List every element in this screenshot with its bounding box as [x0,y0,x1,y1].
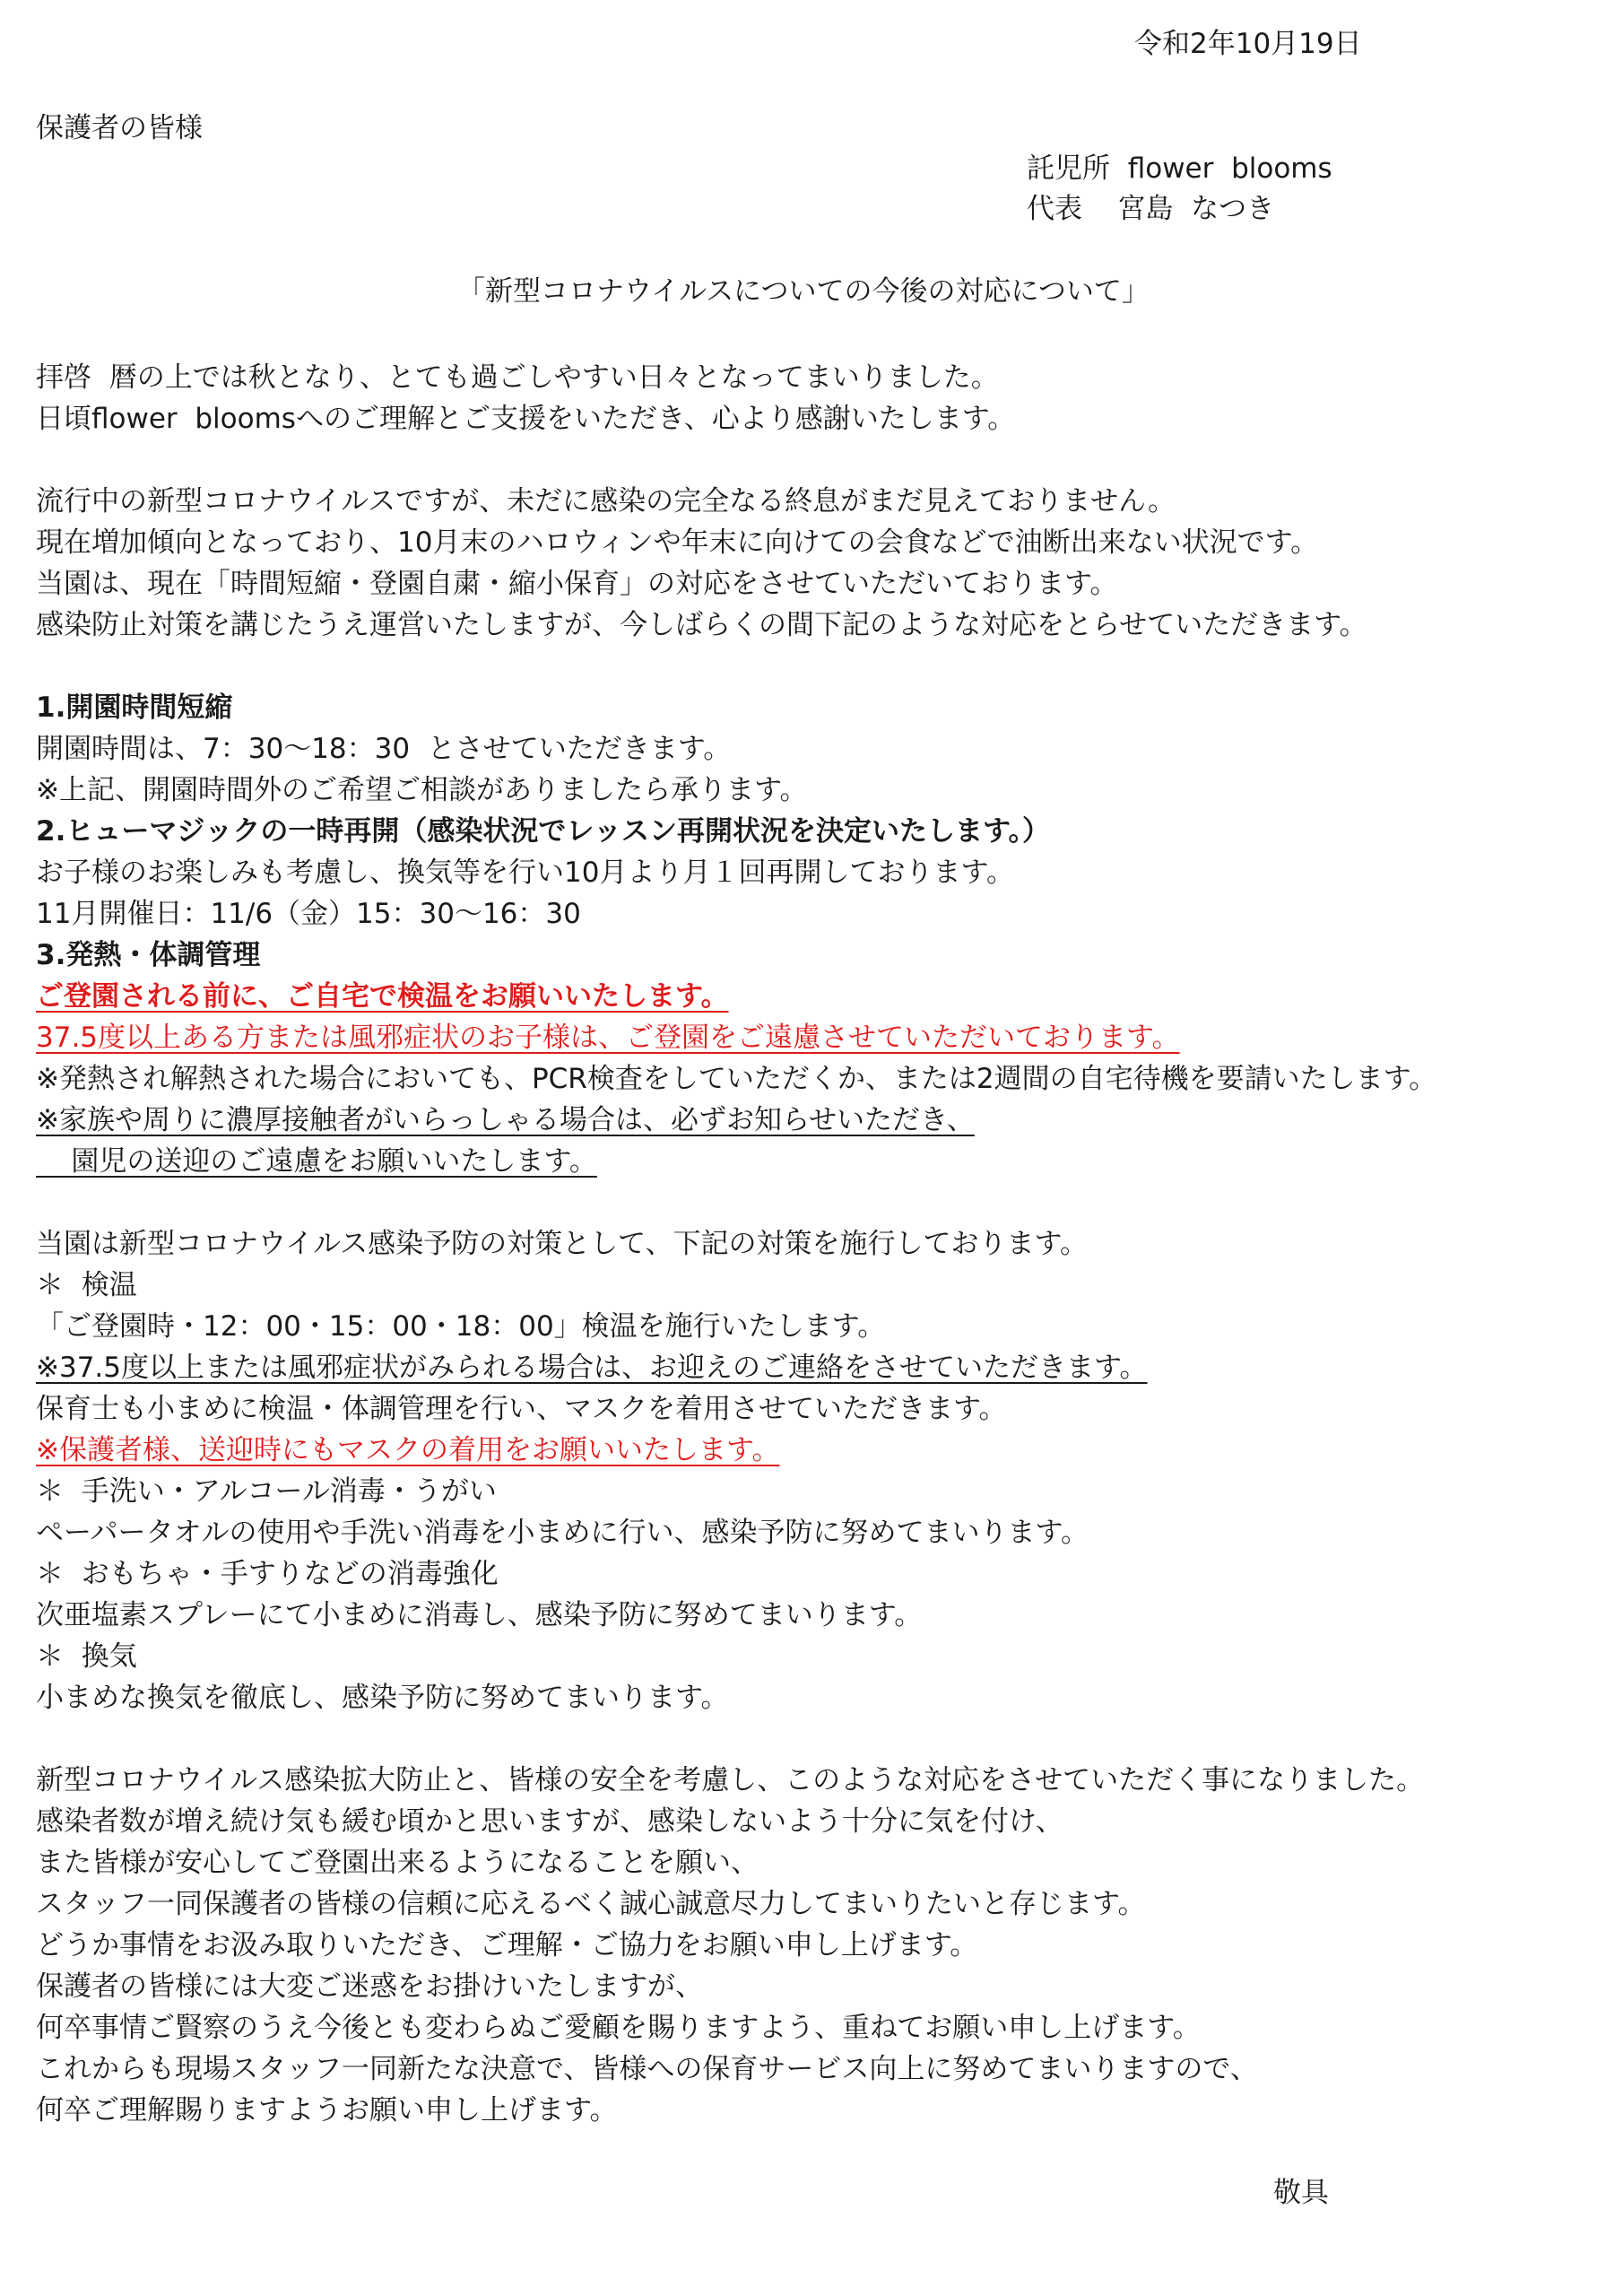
pcr-note: ※発熱され解熱された場合においても、PCR検査をしていただくか、または2週間の自宅待機を要請いたします。 [36,1063,1437,1095]
intro-line-4: 感染防止対策を講じたうえ運営いたしますが、今しばらくの間下記のような対応をとらせていただきます。 [36,609,1367,641]
fever-attendance-notice: 37.5度以上ある方または風邪症状のお子様は、ご登園をご遠慮させていただいております。 [36,1022,1180,1054]
sign-off: 敬具 [1273,2177,1329,2209]
greeting-line-1: 拝啓 暦の上では秋となり、とても過ごしやすい日々となってまいりました。 [36,361,999,394]
temperature-check-request: ご登園される前に、ご自宅で検温をお願いいたします。 [36,980,729,1013]
temperature-schedule: 「ご登園時・12：00・15：00・18：00」検温を施行いたします。 [36,1310,886,1343]
disinfection-line: 次亜塩素スプレーにて小まめに消毒し、感染予防に努めてまいります。 [36,1599,923,1631]
intro-line-1: 流行中の新型コロナウイルスですが、未だに感染の完全なる終息がまだ見えておりません。 [36,485,1176,517]
closing-line-3: また皆様が安心してご登園出来るようになることを願い、 [36,1847,759,1879]
close-contact-note-2: 園児の送迎のご遠慮をお願いいたします。 [36,1145,597,1178]
section1-line-2: ※上記、開園時間外のご希望ご相談がありましたら承ります。 [36,774,808,806]
section2-line-1: お子様のお楽しみも考慮し、換気等を行い10月より月１回再開しております。 [36,857,1014,889]
temperature-heading: ＊ 検温 [36,1269,137,1301]
ventilation-line: 小まめな換気を徹底し、感染予防に努めてまいります。 [36,1682,729,1714]
intro-line-2: 現在増加傾向となっており、10月末のハロウィンや年末に向けての会食などで油断出来ない状況です。 [36,526,1319,559]
pickup-contact-note: ※37.5度以上または風邪症状がみられる場合は、お迎えのご連絡をさせていただきます。 [36,1352,1148,1384]
section2-heading: 2.ヒューマジックの一時再開（感染状況でレッスン再開状況を決定いたします。） [36,815,1051,848]
section2-line-2: 11月開催日：11/6（金）15：30〜16：30 [36,898,581,930]
handwash-line: ペーパータオルの使用や手洗い消毒を小まめに行い、感染予防に努めてまいります。 [36,1517,1089,1549]
representative-name: 代表 宮島 なつき [1027,193,1275,225]
closing-line-6: 保護者の皆様には大変ご迷惑をお掛けいたしますが、 [36,1970,703,2003]
closing-line-5: どうか事情をお汲み取りいただき、ご理解・ご協力をお願い申し上げます。 [36,1929,978,1961]
document-date: 令和2年10月19日 [1134,28,1362,60]
measures-intro: 当園は新型コロナウイルス感染予防の対策として、下記の対策を施行しております。 [36,1228,1089,1260]
handwash-heading: ＊ 手洗い・アルコール消毒・うがい [36,1475,497,1508]
addressee: 保護者の皆様 [36,112,203,144]
section3-heading: 3.発熱・体調管理 [36,939,261,971]
document-title: 「新型コロナウイルスについての今後の対応について」 [457,275,1150,308]
organization-name: 託児所 flower blooms [1027,152,1332,185]
intro-line-3: 当園は、現在「時間短縮・登園自粛・縮小保育」の対応をさせていただいております。 [36,568,1118,600]
close-contact-note-1: ※家族や周りに濃厚接触者がいらっしゃる場合は、必ずお知らせいただき、 [36,1104,975,1136]
staff-health-line: 保育士も小まめに検温・体調管理を行い、マスクを着用させていただきます。 [36,1393,1007,1425]
parent-mask-request: ※保護者様、送迎時にもマスクの着用をお願いいたします。 [36,1434,780,1466]
closing-line-2: 感染者数が増え続け気も緩む頃かと思いますが、感染しないよう十分に気を付け、 [36,1805,1063,1838]
closing-line-8: これからも現場スタッフ一同新たな決意で、皆様への保育サービス向上に努めてまいりますので、 [36,2053,1258,2085]
closing-line-1: 新型コロナウイルス感染拡大防止と、皆様の安全を考慮し、このような対応をさせていただく事になりました。 [36,1764,1425,1796]
closing-line-4: スタッフ一同保護者の皆様の信頼に応えるべく誠心誠意尽力してまいりたいと存じます。 [36,1888,1146,1920]
greeting-line-2: 日頃flower bloomsへのご理解とご支援をいただき、心より感謝いたします。 [36,403,1016,435]
ventilation-heading: ＊ 換気 [36,1640,137,1673]
closing-line-7: 何卒事情ご賢察のうえ今後とも変わらぬご愛顧を賜りますよう、重ねてお願い申し上げます。 [36,2012,1201,2044]
section1-line-1: 開園時間は、7：30〜18：30 とさせていただきます。 [36,733,732,765]
section1-heading: 1.開園時間短縮 [36,691,233,724]
closing-line-9: 何卒ご理解賜りますようお願い申し上げます。 [36,2094,618,2126]
disinfection-heading: ＊ おもちゃ・手すりなどの消毒強化 [36,1558,499,1590]
